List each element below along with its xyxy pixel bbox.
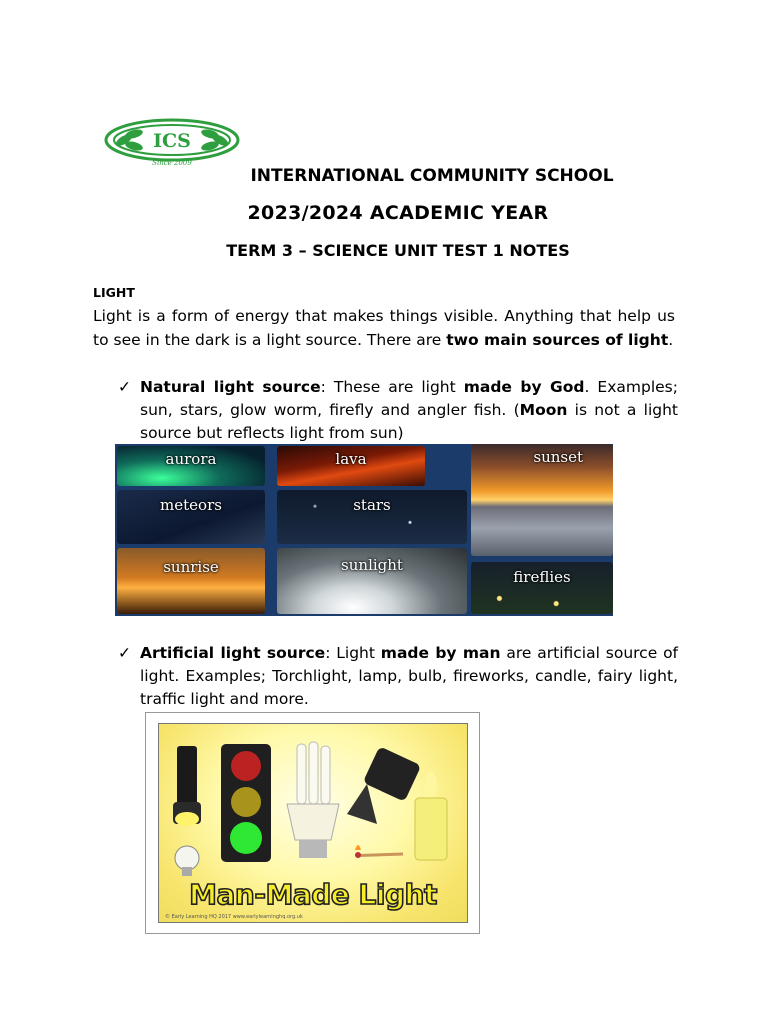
candle-icon [415,772,447,860]
artificial-light-bullet: ✓ Artificial light source: Light made by man are artificial source of light. Examples; Torchlight, lamp, bulb, fireworks, candle, fairy light, traffic light and more. [118,644,679,708]
man-made-light-title: Man-Made Light [189,878,437,911]
bulb-icon [175,846,199,876]
intro-bold: two main sources of light [446,331,669,349]
natural-light-bullet: ✓ Natural light source: These are light made by God. Examples; sun, stars, glow worm, firefly and angler fish. (Moon is not a light source but reflects light from sun) [118,378,679,442]
tile-aurora: aurora [117,446,265,486]
tile-sunlight: sunlight [277,548,467,614]
term-title: TERM 3 – SCIENCE UNIT TEST 1 NOTES [226,241,570,260]
artificial-label: Artificial light source [140,644,326,662]
intro-paragraph: Light is a form of energy that makes things visible. Anything that help us to see in the dark is a light source. There are two main sources of light. [93,307,675,349]
image-footer: © Early Learning HQ 2017 www.earlylearninghq.org.uk [165,914,303,920]
torch-icon [173,746,201,826]
spotlight-icon [347,746,421,824]
tile-stars: stars [277,490,467,544]
cfl-bulb-icon [287,742,339,858]
tile-meteors: meteors [117,490,265,544]
checkmark-icon: ✓ [118,644,131,662]
traffic-light-icon [221,744,271,862]
section-title: LIGHT [93,285,135,300]
natural-light-image-grid [115,444,613,616]
man-made-light-image [145,712,480,934]
academic-year: 2023/2024 ACADEMIC YEAR [247,202,549,224]
tile-fireflies: fireflies [471,562,613,614]
logo-text: ICS [153,130,191,152]
tile-sunset: sunset [471,444,613,556]
checkmark-icon: ✓ [118,378,131,396]
logo-tagline: Since 2009 [152,159,192,167]
natural-label: Natural light source [140,378,321,396]
school-logo [104,118,240,168]
tile-lava: lava [277,446,425,486]
match-icon [355,845,403,858]
tile-sunrise: sunrise [117,548,265,614]
school-name: INTERNATIONAL COMMUNITY SCHOOL [250,166,614,186]
